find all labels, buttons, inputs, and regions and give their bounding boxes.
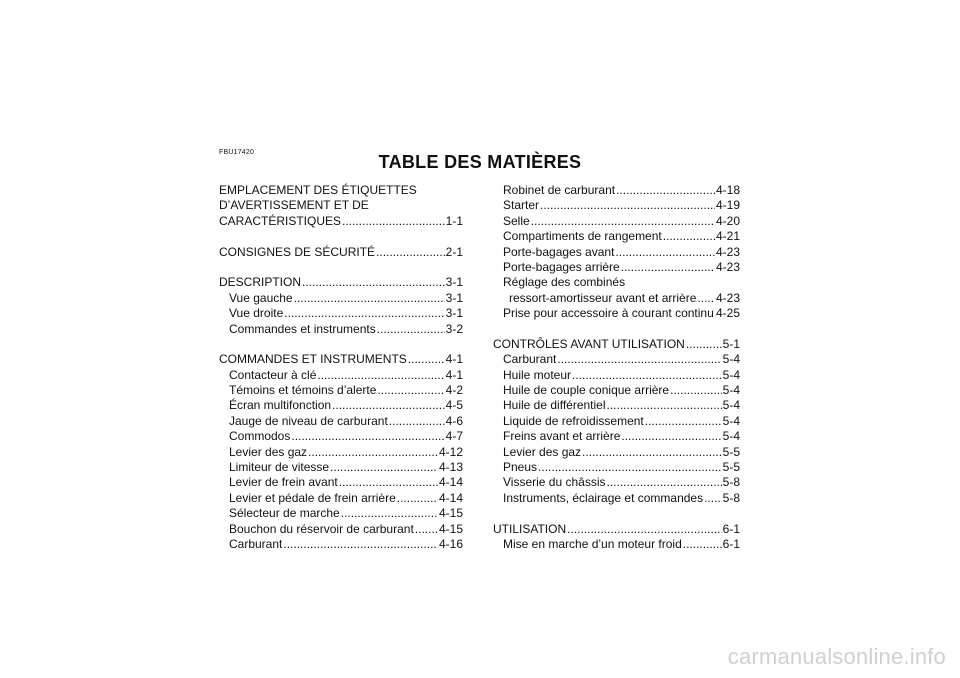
toc-entry-title: EMPLACEMENT DES ÉTIQUETTES: [219, 183, 417, 197]
toc-entry[interactable]: [219, 506, 463, 521]
toc-page-number: 4-16: [438, 536, 463, 551]
toc-entry-title: UTILISATION: [493, 521, 567, 536]
toc-entry-title: Jauge de niveau de carburant: [229, 413, 388, 428]
toc-page-number: 6-1: [722, 536, 740, 551]
toc-spacer: [219, 260, 463, 275]
toc-entry[interactable]: [493, 383, 740, 398]
toc-page-number: 3-2: [445, 321, 463, 336]
dot-leader: [607, 475, 722, 490]
toc-entry[interactable]: [493, 306, 740, 321]
toc-entry[interactable]: [219, 383, 463, 398]
toc-entry[interactable]: [493, 337, 740, 352]
toc-entry[interactable]: [219, 306, 463, 321]
toc-page-number: 3-1: [445, 290, 463, 305]
dot-leader: [330, 460, 438, 475]
dot-leader: [283, 537, 438, 552]
toc-page-number: 5-4: [722, 398, 740, 413]
toc-entry-title: Levier de frein avant: [229, 475, 338, 490]
toc-entry-title: Commandes et instruments: [229, 321, 376, 336]
toc-entry-title: CARACTÉRISTIQUES: [219, 213, 342, 228]
toc-right-column: [493, 183, 740, 552]
dot-leader: [538, 460, 722, 475]
toc-entry[interactable]: [493, 429, 740, 444]
toc-entry-title: Porte-bagages arrière: [503, 259, 620, 274]
toc-entry[interactable]: [219, 352, 463, 367]
dot-leader: [376, 245, 445, 260]
dot-leader: [616, 183, 715, 198]
dot-leader: [377, 322, 445, 337]
dot-leader: [704, 491, 722, 506]
toc-entry-title: Écran multifonction: [229, 398, 332, 413]
toc-entry-title: Visserie du châssis: [503, 475, 606, 490]
toc-page-number: 5-4: [722, 413, 740, 428]
toc-page-number: 5-5: [722, 444, 740, 459]
toc-page-number: 4-14: [438, 475, 463, 490]
toc-page-number: 5-1: [722, 336, 740, 351]
toc-entry-title: Mise en marche d’un moteur froid: [503, 536, 682, 551]
toc-entry-title: Prise pour accessoire à courant continu: [503, 306, 714, 321]
toc-entry-title: ressort-amortisseur avant et arrière: [509, 290, 697, 305]
toc-spacer: [219, 229, 463, 244]
dot-leader: [294, 291, 445, 306]
toc-entry[interactable]: [493, 260, 740, 275]
toc-page-number: 4-25: [715, 306, 740, 321]
toc-spacer: [493, 506, 740, 521]
toc-entry[interactable]: [493, 398, 740, 413]
toc-entry-title: Levier des gaz: [503, 444, 582, 459]
dot-leader: [607, 398, 722, 413]
toc-entry-title: Robinet de carburant: [503, 183, 616, 197]
toc-entry-title: Réglage des combinés: [503, 275, 626, 290]
toc-entry-title: Pneus: [503, 460, 538, 475]
toc-entry[interactable]: [493, 537, 740, 552]
toc-page-number: 4-18: [715, 183, 740, 197]
toc-entry-title: Levier et pédale de frein arrière: [229, 490, 396, 505]
toc-entry[interactable]: [493, 352, 740, 367]
dot-leader: [572, 368, 722, 383]
dot-leader: [663, 229, 715, 244]
toc-entry[interactable]: [219, 460, 463, 475]
toc-heading-line: [219, 183, 463, 198]
toc-left-column: [219, 183, 463, 552]
toc-page-number: 4-7: [445, 429, 463, 444]
toc-entry[interactable]: [219, 537, 463, 552]
toc-spacer: [493, 322, 740, 337]
toc-entry[interactable]: [493, 368, 740, 383]
toc-entry-title: Huile de couple conique arrière: [503, 383, 670, 398]
dot-leader: [686, 337, 722, 352]
toc-page-number: 4-13: [438, 460, 463, 475]
toc-entry[interactable]: [219, 275, 463, 290]
dot-leader: [621, 429, 721, 444]
toc-entry-title: Bouchon du réservoir de carburant: [229, 521, 414, 536]
page-title: TABLE DES MATIÈRES: [378, 152, 582, 172]
toc-entry-title: Porte-bagages avant: [503, 244, 615, 259]
toc-entry[interactable]: [219, 491, 463, 506]
toc-entry[interactable]: [219, 414, 463, 429]
dot-leader: [339, 475, 438, 490]
dot-leader: [683, 537, 722, 552]
toc-entry-title: Liquide de refroidissement: [503, 413, 644, 428]
toc-page-number: 4-23: [715, 244, 740, 259]
dot-leader: [557, 352, 721, 367]
dot-leader: [377, 383, 444, 398]
toc-entry-title: Carburant: [503, 352, 557, 367]
toc-entry-title: Instruments, éclairage et commandes: [503, 490, 704, 505]
dot-leader: [582, 445, 722, 460]
toc-entry[interactable]: [219, 322, 463, 337]
dot-leader: [317, 368, 444, 383]
toc-entry-title: Vue droite: [229, 306, 284, 321]
toc-heading-line: [219, 198, 463, 213]
toc-entry[interactable]: [219, 522, 463, 537]
toc-entry-title: CONTRÔLES AVANT UTILISATION: [493, 336, 685, 351]
toc-entry[interactable]: [219, 245, 463, 260]
dot-leader: [540, 198, 715, 213]
toc-entry[interactable]: [219, 429, 463, 444]
toc-page-number: 4-14: [438, 490, 463, 505]
dot-leader: [670, 383, 722, 398]
toc-page-number: 4-21: [715, 229, 740, 244]
toc-entry[interactable]: [493, 475, 740, 490]
toc-entry-title: Commodos: [229, 429, 291, 444]
toc-entry-title: CONSIGNES DE SÉCURITÉ: [219, 244, 376, 259]
toc-entry-title: Selle: [503, 213, 530, 228]
toc-entry[interactable]: [219, 368, 463, 383]
toc-entry-title: Compartiments de rangement: [503, 229, 662, 244]
toc-entry[interactable]: [493, 198, 740, 213]
toc-entry[interactable]: [493, 229, 740, 244]
toc-entry-title: Starter: [503, 198, 540, 213]
dot-leader: [341, 506, 438, 521]
toc-entry-title: Levier des gaz: [229, 444, 308, 459]
toc-page-number: 4-1: [445, 367, 463, 382]
dot-leader: [284, 306, 444, 321]
toc-page-number: 4-6: [445, 413, 463, 428]
toc-entry[interactable]: [493, 291, 740, 306]
toc-page-number: 4-5: [445, 398, 463, 413]
toc-page-number: 4-15: [438, 521, 463, 536]
toc-page-number: 3-1: [445, 306, 463, 321]
toc-entry-title: COMMANDES ET INSTRUMENTS: [219, 352, 407, 367]
dot-leader: [697, 291, 715, 306]
dot-leader: [308, 445, 438, 460]
toc-entry[interactable]: [493, 491, 740, 506]
toc-entry[interactable]: [219, 445, 463, 460]
watermark: carmanualsonline.info: [727, 644, 946, 669]
dot-leader: [621, 260, 715, 275]
toc-entry[interactable]: [219, 475, 463, 490]
toc-entry-title: Limiteur de vitesse: [229, 460, 330, 475]
toc-page-number: 5-8: [722, 490, 740, 505]
toc-entry-title: Sélecteur de marche: [229, 506, 340, 521]
dot-leader: [342, 214, 445, 229]
toc-entry[interactable]: [493, 445, 740, 460]
toc-entry-title: D’AVERTISSEMENT ET DE: [219, 198, 369, 213]
toc-page-number: 4-1: [445, 352, 463, 367]
dot-leader: [389, 414, 445, 429]
toc-page-number: 4-23: [715, 259, 740, 274]
toc-entry[interactable]: [493, 460, 740, 475]
toc-page-number: 4-15: [438, 506, 463, 521]
toc-entry[interactable]: [493, 214, 740, 229]
toc-page-number: 5-4: [722, 352, 740, 367]
toc-page-number: 5-5: [722, 460, 740, 475]
toc-page-number: 5-4: [722, 367, 740, 382]
dot-leader: [291, 429, 444, 444]
toc-entry[interactable]: [219, 291, 463, 306]
toc-entry-title: Huile de différentiel: [503, 398, 606, 413]
toc-entry-title: Témoins et témoins d’alerte: [229, 383, 377, 398]
toc-page-number: 4-23: [715, 290, 740, 305]
toc-entry[interactable]: [219, 398, 463, 413]
toc-entry[interactable]: [493, 183, 740, 198]
toc-page-number: 4-19: [715, 198, 740, 213]
dot-leader: [332, 398, 445, 413]
toc-entry-title: Contacteur à clé: [229, 367, 317, 382]
toc-page-number: 5-8: [722, 475, 740, 490]
toc-entry[interactable]: [493, 245, 740, 260]
toc-entry-title: Carburant: [229, 536, 283, 551]
toc-entry-title: Huile moteur: [503, 367, 572, 382]
toc-entry-title: Freins avant et arrière: [503, 429, 621, 444]
toc-heading-line: [493, 275, 740, 290]
toc-spacer: [219, 337, 463, 352]
toc-entry[interactable]: [219, 214, 463, 229]
toc-page-number: 4-12: [438, 444, 463, 459]
toc-page-number: 6-1: [722, 521, 740, 536]
toc-entry-title: DESCRIPTION: [219, 275, 302, 290]
toc-page-number: 5-4: [722, 383, 740, 398]
toc-entry-title: Vue gauche: [229, 290, 293, 305]
dot-leader: [302, 275, 445, 290]
toc-page-number: 5-4: [722, 429, 740, 444]
toc-entry[interactable]: [493, 522, 740, 537]
dot-leader: [531, 214, 715, 229]
toc-page-number: 1-1: [445, 213, 463, 228]
dot-leader: [645, 414, 722, 429]
dot-leader: [415, 522, 438, 537]
dot-leader: [615, 245, 715, 260]
dot-leader: [397, 491, 438, 506]
toc-page-number: 3-1: [445, 275, 463, 290]
toc-page-number: 4-2: [445, 383, 463, 398]
toc-page-number: 4-20: [715, 213, 740, 228]
toc-page-number: 2-1: [445, 244, 463, 259]
toc-entry[interactable]: [493, 414, 740, 429]
document-code: FBU17420: [219, 149, 255, 156]
dot-leader: [567, 522, 722, 537]
dot-leader: [408, 352, 445, 367]
